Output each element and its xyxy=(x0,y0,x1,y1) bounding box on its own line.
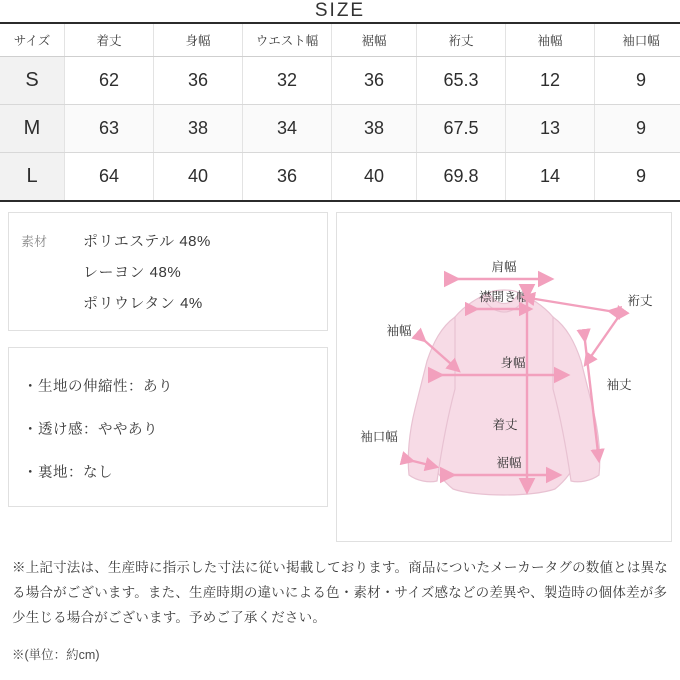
cell-sleevewidth: 13 xyxy=(506,105,595,153)
row-size-label: M xyxy=(0,105,65,153)
label-cuff-width: 袖口幅 xyxy=(360,430,398,444)
col-header-size: サイズ xyxy=(0,24,65,57)
size-table xyxy=(0,24,680,202)
label-yuki: 裄丈 xyxy=(627,294,653,308)
label-body-width: 身幅 xyxy=(500,356,526,370)
cell-cuffwidth: 9 xyxy=(595,153,680,202)
cell-waistwidth: 32 xyxy=(243,57,332,105)
note-stretch: ・生地の伸縮性：あり xyxy=(23,379,173,395)
page-title-bar xyxy=(0,0,680,24)
col-header-yuki: 裄丈 xyxy=(417,24,506,57)
notes-box xyxy=(8,347,328,507)
disclaimer-text: ※上記寸法は、生産時に指示した寸法に従い掲載しております。商品についたメーカータグの数値とは異なる場合がございます。また、生産時期の違いによる色・素材・サイズ感などの差異や、製造時の個体差が多少生じる場合がございます。予めご了承ください。 xyxy=(12,560,668,625)
col-header-length: 着丈 xyxy=(65,24,154,57)
mid-section xyxy=(0,202,680,542)
row-size-label: L xyxy=(0,153,65,202)
cell-yuki: 65.3 xyxy=(417,57,506,105)
table-row xyxy=(0,105,680,153)
cell-length: 63 xyxy=(65,105,154,153)
size-table-head xyxy=(0,24,680,57)
cell-bodywidth: 40 xyxy=(154,153,243,202)
cell-hemwidth: 36 xyxy=(332,57,417,105)
unit-note: ※(単位：約cm) xyxy=(12,647,100,662)
cell-yuki: 67.5 xyxy=(417,105,506,153)
title-divider xyxy=(0,22,680,24)
col-header-cuffwidth: 袖口幅 xyxy=(595,24,680,57)
material-label: 素材 xyxy=(21,234,48,249)
garment-diagram-svg xyxy=(337,213,671,541)
yuki-arrow-outer xyxy=(585,319,617,365)
page-title: SIZE xyxy=(314,0,366,21)
cell-length: 62 xyxy=(65,57,154,105)
table-header-row xyxy=(0,24,680,57)
col-header-sleevewidth: 袖幅 xyxy=(506,24,595,57)
diagram-column xyxy=(336,212,672,542)
cell-waistwidth: 36 xyxy=(243,153,332,202)
material-row xyxy=(9,287,327,318)
cell-hemwidth: 40 xyxy=(332,153,417,202)
row-size-label: S xyxy=(0,57,65,105)
size-table-body xyxy=(0,57,680,202)
cell-cuffwidth: 9 xyxy=(595,105,680,153)
cell-sleevewidth: 14 xyxy=(506,153,595,202)
cell-cuffwidth: 9 xyxy=(595,57,680,105)
note-lining: ・裏地：なし xyxy=(23,465,113,481)
material-row xyxy=(9,225,327,256)
label-shoulder: 肩幅 xyxy=(491,260,517,274)
cell-bodywidth: 38 xyxy=(154,105,243,153)
material-value: ポリエステル 48% xyxy=(83,233,211,250)
col-header-hemwidth: 裾幅 xyxy=(332,24,417,57)
cell-length: 64 xyxy=(65,153,154,202)
table-row xyxy=(0,57,680,105)
material-box xyxy=(8,212,328,331)
cell-sleevewidth: 12 xyxy=(506,57,595,105)
material-value: レーヨン 48% xyxy=(83,264,182,281)
cell-hemwidth: 38 xyxy=(332,105,417,153)
material-value: ポリウレタン 4% xyxy=(83,295,203,312)
label-sleeve-length: 袖丈 xyxy=(606,378,632,392)
note-sheerness: ・透け感：ややあり xyxy=(23,422,158,438)
material-row xyxy=(9,256,327,287)
cell-bodywidth: 36 xyxy=(154,57,243,105)
label-hem-width: 裾幅 xyxy=(496,456,522,470)
label-sleeve-width: 袖幅 xyxy=(386,324,412,338)
col-header-waistwidth: ウエスト幅 xyxy=(243,24,332,57)
label-neck-open: 襟開き幅 xyxy=(478,290,530,304)
col-header-bodywidth: 身幅 xyxy=(154,24,243,57)
info-column xyxy=(8,212,328,542)
table-row xyxy=(0,153,680,202)
garment-diagram xyxy=(336,212,672,542)
label-length: 着丈 xyxy=(492,418,518,432)
footer xyxy=(0,542,680,663)
cell-waistwidth: 34 xyxy=(243,105,332,153)
cell-yuki: 69.8 xyxy=(417,153,506,202)
